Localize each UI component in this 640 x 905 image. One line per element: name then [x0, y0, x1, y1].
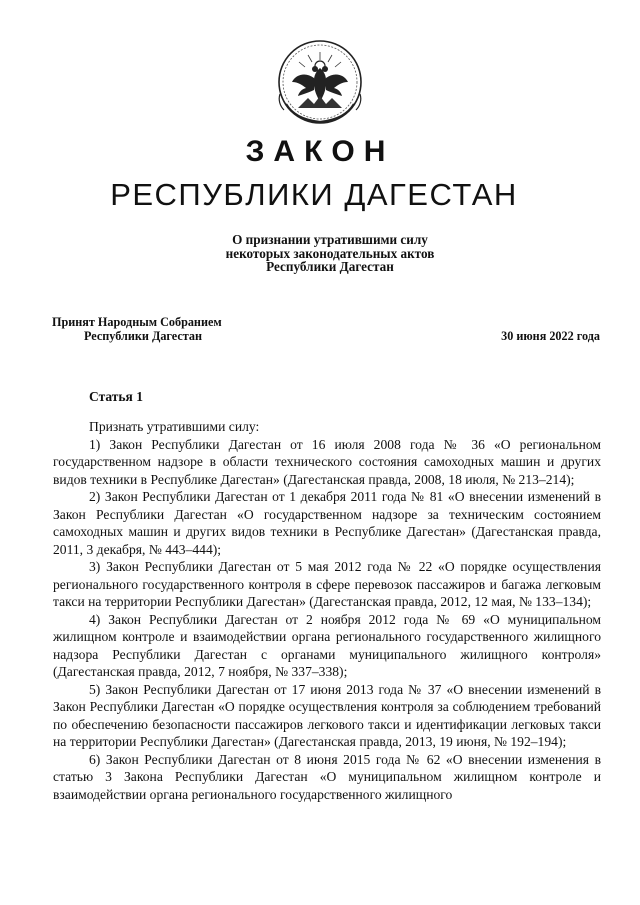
adoption-line: Республики Дагестан	[84, 329, 203, 343]
dagestan-coat-of-arms-icon	[268, 38, 372, 128]
article-item: 2) Закон Республики Дагестан от 1 декабря 2011 года № 81 «О внесении изменений в Закон Республики Дагестан «О государственном надзоре за техническим состоянием самоходных машин и других видов техники в Республике Дагестан» (Дагестанская правда, 2011, 3 декабря, № 443–444);	[53, 489, 601, 557]
document-heading-line: О признании утратившими силу	[232, 232, 428, 247]
law-title: ЗАКОН	[245, 135, 395, 168]
document-heading-line: Республики Дагестан	[266, 259, 394, 274]
article-item: 5) Закон Республики Дагестан от 17 июня 2013 года № 37 «О внесении изменений в Закон Республики Дагестан «О порядке осуществления контроля за соблюдением требований по обеспечению безопасности пассажиров легкового такси и идентификации легковых такси на территории Республики Дагестан» (Дагестанская правда, 2013, 19 июня, № 192–194);	[53, 681, 601, 749]
article-body	[53, 418, 601, 803]
article-item: 1) Закон Республики Дагестан от 16 июля 2008 года № 36 «О региональном государственном надзоре в области технического состояния самоходных машин и других видов техники в Республике Дагестан» (Дагестанская правда, 2008, 18 июля, № 213–214);	[53, 436, 601, 487]
article-item: 6) Закон Республики Дагестан от 8 июня 2015 года № 62 «О внесении изменения в статью 3 Закона Республики Дагестан «О муниципальном жилищном контроле и взаимодействии органа регионального государственного жилищного	[53, 751, 601, 802]
article-intro: Признать утратившими силу:	[89, 419, 260, 434]
document-heading-line: некоторых законодательных актов	[225, 245, 435, 261]
article-title: Статья 1	[89, 389, 143, 404]
adoption-line: Принят Народным Собранием	[52, 315, 222, 329]
article-item: 4) Закон Республики Дагестан от 2 ноября 2012 года № 69 «О муниципальном жилищном контроле и взаимодействии органа регионального государственного жилищного надзора Республики Дагестан с органами муниципального жилищного контроля» (Дагестанская правда, 2012, 7 ноября, № 337–338);	[53, 611, 601, 679]
article-item: 3) Закон Республики Дагестан от 5 мая 2012 года № 22 «О порядке осуществления регионального государственного контроля в сфере перевозок пассажиров и багажа легковым такси на территории Республики Дагестан» (Дагестанская правда, 2012, 12 мая, № 133–134);	[53, 559, 601, 609]
document-heading	[160, 233, 500, 274]
adoption-note	[52, 315, 222, 343]
law-subtitle: РЕСПУБЛИКИ ДАГЕСТАН	[110, 177, 518, 212]
adoption-date: 30 июня 2022 года	[501, 329, 600, 343]
